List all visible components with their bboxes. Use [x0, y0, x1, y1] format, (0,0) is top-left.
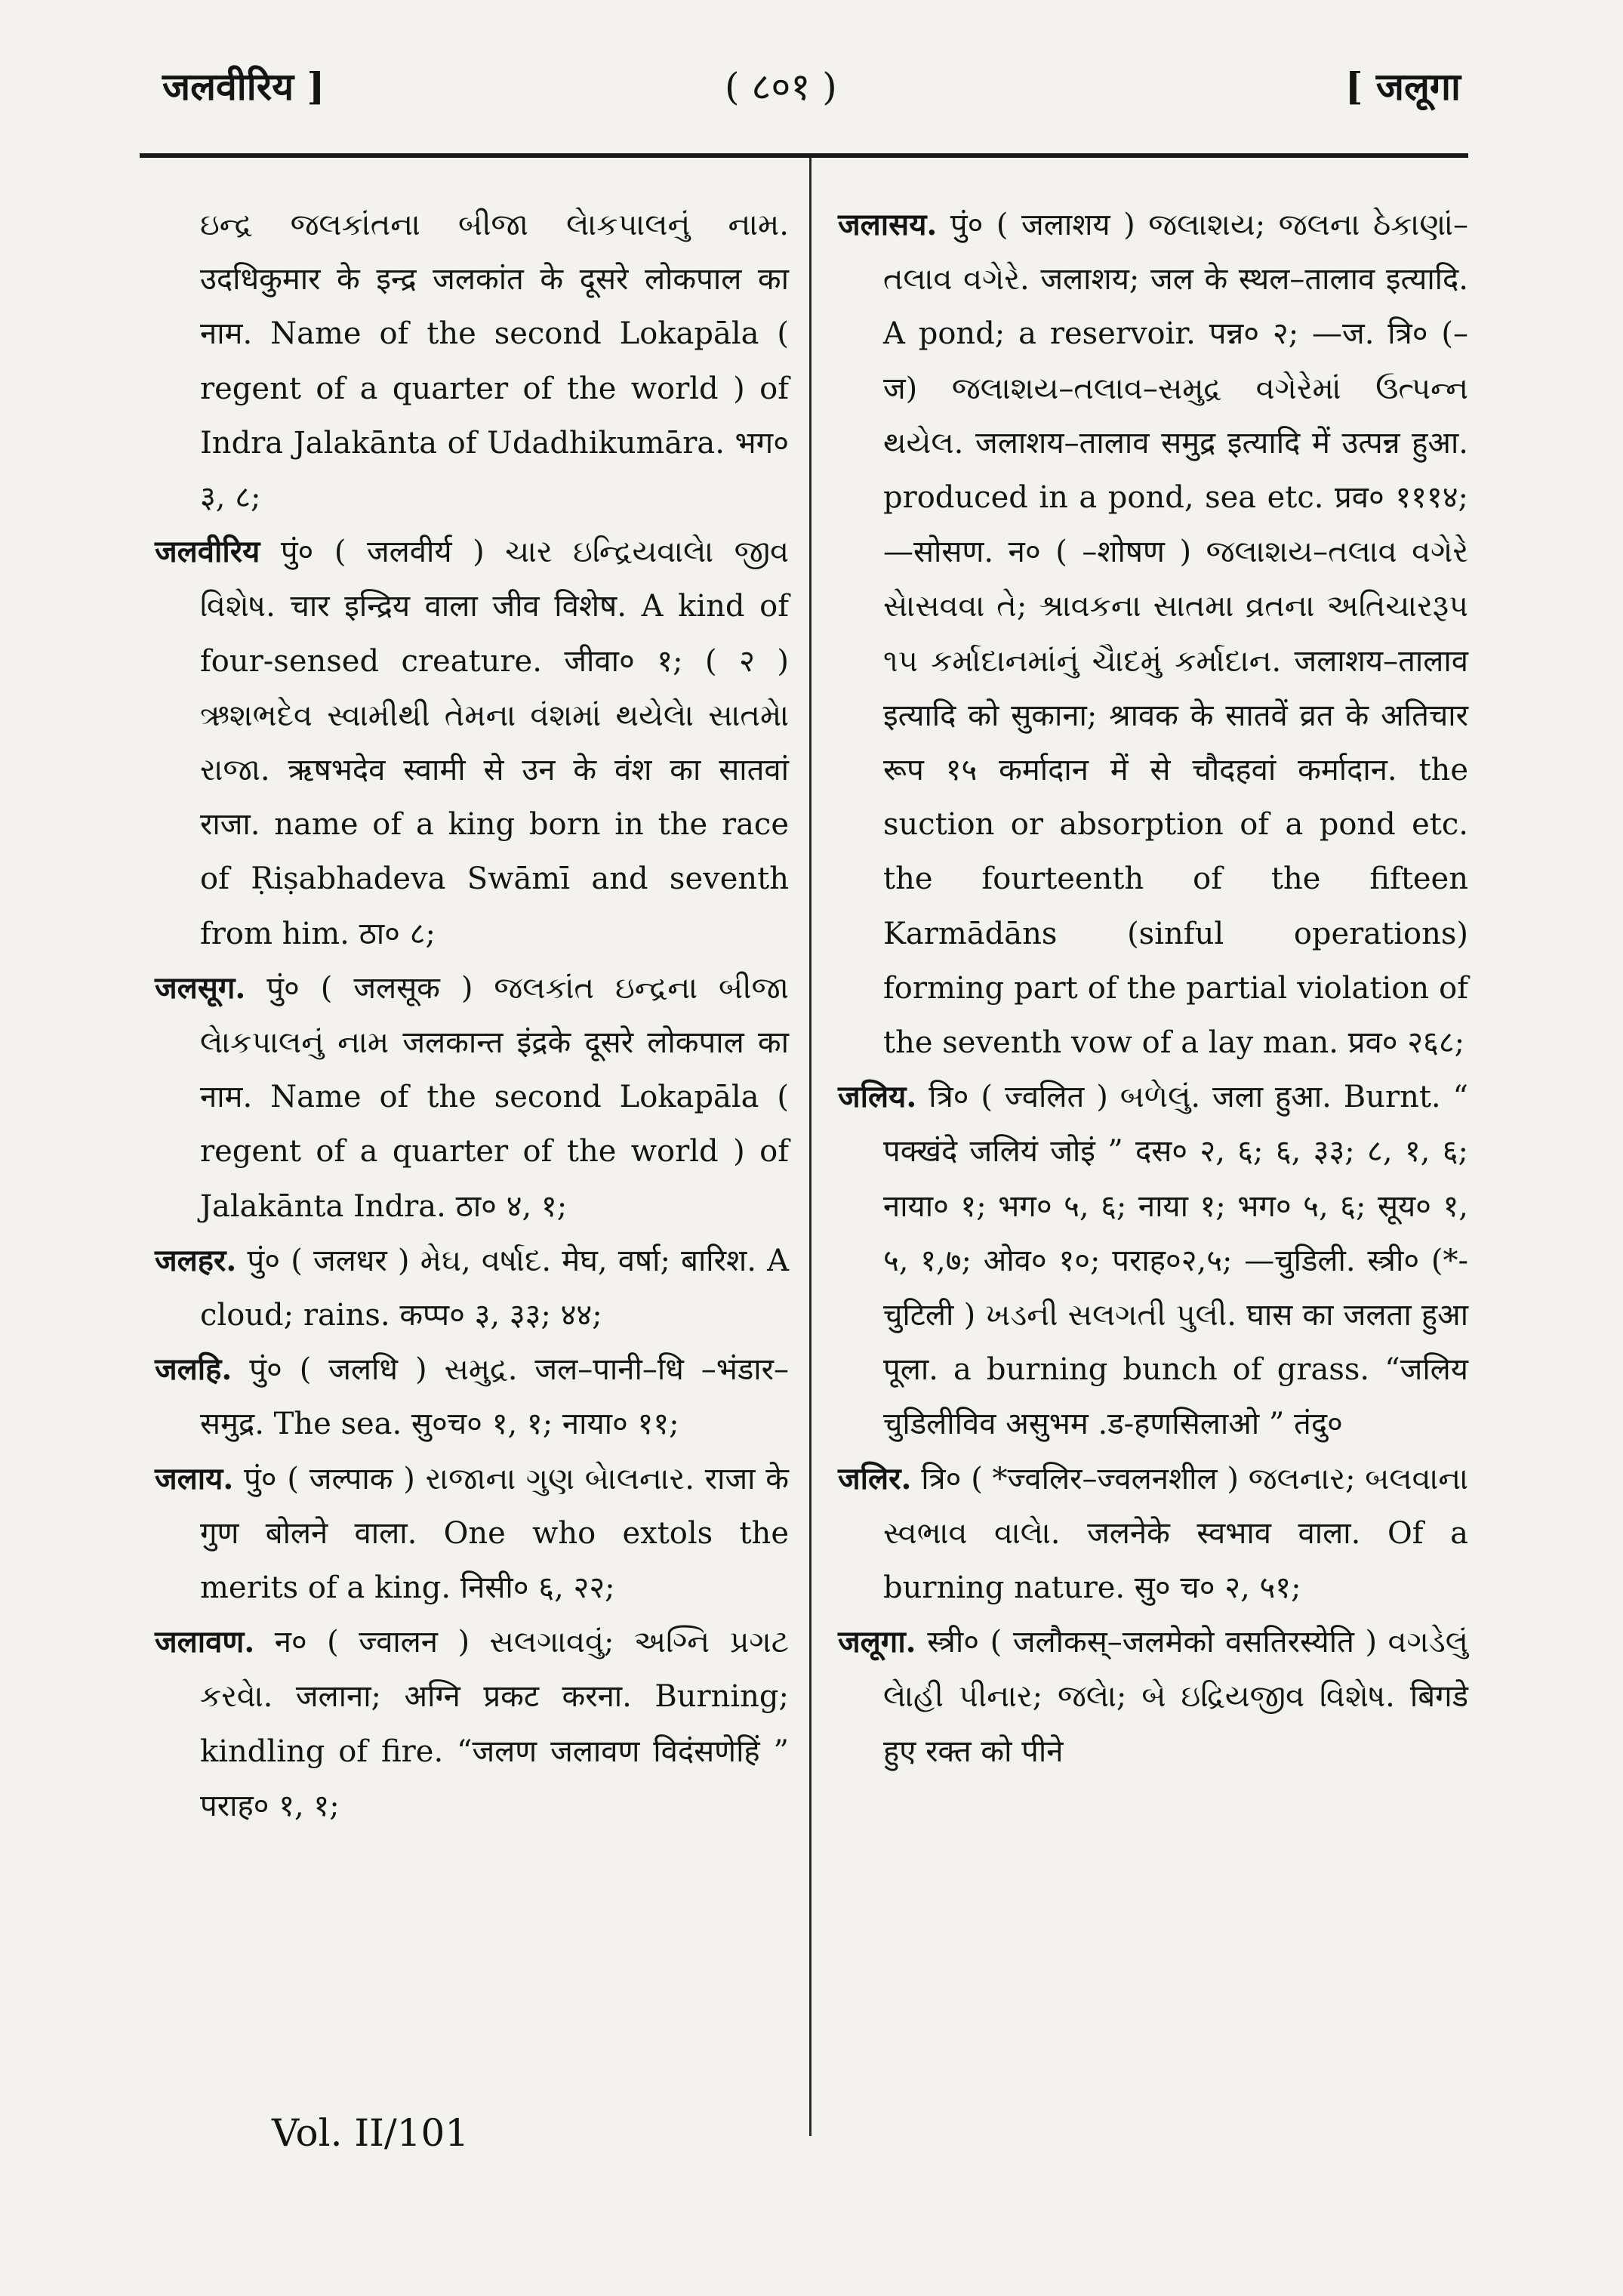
- header-left-guideword: जलवीरिय ]: [162, 64, 325, 109]
- entry-headword: जलवीरिय: [155, 534, 260, 570]
- entry-jalasuga: [155, 961, 789, 1234]
- entry-text: पुं० ( जल्पाक ) રાજાના ગુણ બેાલનાર. राजा के गुण बोलने वाला. One who extols the merits of a king. निसी० ६, २२;: [200, 1461, 789, 1606]
- entry-jalasaya: [838, 198, 1468, 1070]
- entry-text: ઇન્દ્ર જલકાંતના બીજા લેાકપાલનું નામ. उदधिकुमार के इन्द्र जलकांत के दूसरे लोकपाल का नाम. Name of the second Lokapāla ( regent of a quarter of the world ) of Indra Jalakānta of Udadhikumāra. भग० ३, ८;: [200, 208, 789, 516]
- volume-signature: Vol. II/101: [272, 2111, 470, 2155]
- header-rule: [140, 153, 1468, 158]
- entry-headword: जलाय.: [155, 1460, 234, 1496]
- entry-text: पुं० ( जलाशय ) જલાશય; જલના ઠેકાણાં–તલાવ વગેરે. जलाशय; जल के स्थल–तालाव इत्यादि. A pond; a reservoir. पन्न० २; —ज. त्रि० (–ज) જલાશય–તલાવ–સમુદ્ર વગેરેમાં ઉત્પન્ન થયેલ. जलाशय–तालाव समुद्र इत्यादि में उत्पन्न हुआ. produced in a pond, sea etc. प्रव० १११४; —सोसण. न० ( –शोषण ) જલાશય–તલાવ વગેરે સેાસવવા તે; શ્રાવકના સાતમા વ્રતના અતિચારરૂપ ૧૫ કર્માદાનમાંનું ચૈાદમું કર્માદાન. जलाशय–तालाव इत्यादि को सुकाना; श्रावक के सातवें व्रत के अतिचार रूप १५ कर्मादान में से चौदहवां कर्मादान. the suction or absorption of a pond etc. the fourteenth of the fifteen Karmādāns (sinful operations) forming part of the partial violation of the seventh vow of a lay man. प्रव० २६८;: [883, 208, 1468, 1061]
- entry-text: पुं० ( जलवीर्य ) ચાર ઇન્દ્રિયવાલેા જીવ વિશેષ. चार इन्द्रिय वाला जीव विशेष. A kind of four-sensed creature. जीवा० १; ( २ ) ઋશભદેવ સ્વામીથી તેમના વંશમાં થયેલેા સાતમેા રાજા. ऋषभदेव स्वामी से उन के वंश का सातवां राजा. name of a king born in the race of Ṛiṣabhadeva Swāmī and seventh from him. ठा० ८;: [200, 535, 789, 951]
- entry-jalahi: [155, 1342, 789, 1451]
- entry-headword: जलसूग.: [155, 969, 246, 1006]
- entry-headword: जलासय.: [838, 207, 938, 242]
- entry-headword: जलावण.: [155, 1624, 255, 1660]
- entry-jalaviriya: [155, 525, 789, 961]
- entry-jalaya: [155, 1452, 789, 1616]
- entry-text: त्रि० ( ज्वलित ) બળેલું. जला हुआ. Burnt. “ पक्खंदे जलियं जोइं ” दस० २, ६; ६, ३३; ८, १, ६; नाया० १; भग० ५, ६; नाया १; भग० ५, ६; सूय० १, ५, १,७; ओव० १०; पराह०२,५; —चुडिली. स्त्री० (*-चुटिली ) ખડની સલગતી પુલી. घास का जलता हुआ पूला. a burning bunch of grass. “जलिय चुडिलीविव असुभम .ड-हणसिलाओ ” तंदु०: [883, 1080, 1468, 1442]
- header-right-guideword: [ जलूगा: [1344, 64, 1461, 109]
- entry-jalira: [838, 1452, 1468, 1616]
- entry-headword: जलूगा.: [838, 1624, 916, 1660]
- entry-jalahara: [155, 1234, 789, 1342]
- right-column: [838, 198, 1468, 1779]
- entry-text: पुं० ( जलसूक ) જલકાંત ઇન્દ્રના બીજા લેાકપાલનું નામ जलकान्त इंद्रके दूसरे लोकपाल का नाम. Name of the second Lokapāla ( regent of a quarter of the world ) of Jalakānta Indra. ठा० ४, १;: [200, 970, 789, 1224]
- header-page-number: ( ८०१ ): [725, 65, 837, 109]
- entry-headword: जलिर.: [838, 1460, 912, 1496]
- entry-headword: जलहर.: [155, 1242, 237, 1278]
- entry-jaliya: [838, 1070, 1468, 1451]
- column-divider: [809, 158, 812, 2136]
- entry-text: स्त्री० ( जलौकस्–जलमेको वसतिरस्येति ) વગડેલું લેાહી પીનાર; જલેા; બે ઇદ્રિયજીવ વિશેષ. बिगडे हुए रक्त को पीने: [883, 1625, 1468, 1769]
- entry-headword: जलिय.: [838, 1079, 917, 1115]
- entry-jaluga: [838, 1615, 1468, 1779]
- entry-text: त्रि० ( *ज्वलिर–ज्वलनशील ) જલનાર; બલવાના સ્વભાવ વાલેા. जलनेके स्वभाव वाला. Of a burning nature. सु० च० २, ५१;: [883, 1461, 1468, 1606]
- entry-continued: [155, 198, 789, 525]
- entry-text: पुं० ( जलधर ) મેઘ, વર્ષાદ. मेघ, वर्षा; बारिश. A cloud; rains. कप्प० ३, ३३; ४४;: [200, 1243, 789, 1333]
- left-column: [155, 198, 789, 1833]
- entry-text: न० ( ज्वालन ) સલગાવવું; અગ્નિ પ્રગટ કરવેા. जलाना; अग्नि प्रकट करना. Burning; kindling of fire. “जलण जलावण विदंसणेहिं ” पराह० १, १;: [200, 1625, 789, 1823]
- entry-headword: जलहि.: [155, 1351, 233, 1388]
- entry-text: पुं० ( जलधि ) સમુદ્ર. जल–पानी–धि –भंडार–समुद्र. The sea. सु०च० १, १; नाया० ११;: [200, 1352, 789, 1442]
- entry-jalavana: [155, 1615, 789, 1833]
